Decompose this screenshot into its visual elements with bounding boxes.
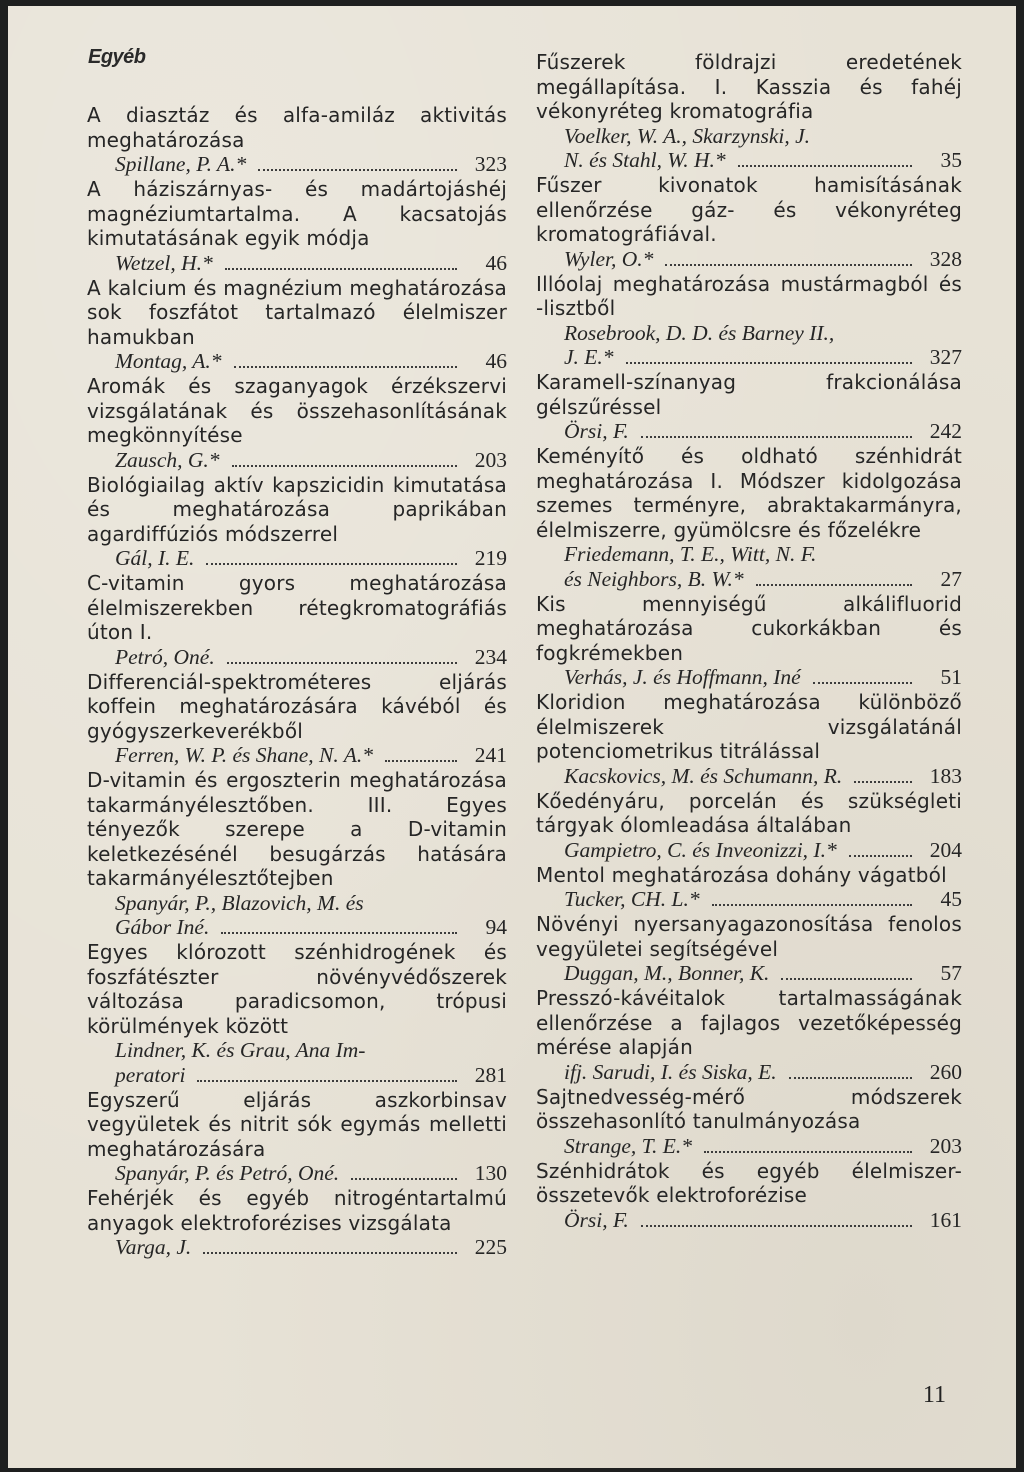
entry-page-number: 242 — [929, 419, 962, 443]
entry-authors: Gál, I. E. — [115, 546, 195, 570]
index-entry — [87, 940, 507, 1088]
entry-reference — [536, 764, 962, 789]
entry-title: Kőedényáru, porcelán és szükségleti tárgyak ólomleadása általában — [536, 788, 962, 837]
dot-leader — [232, 465, 457, 467]
section-title: Egyéb — [88, 46, 146, 68]
entry-authors: Gábor Iné. — [115, 915, 210, 939]
entry-page-number: 35 — [940, 148, 962, 172]
entry-page-number: 260 — [929, 1059, 962, 1084]
index-entry — [87, 177, 507, 276]
entry-title: Keményítő és oldható szénhidrát meghatározása I. Módszer kidolgozása szemes terményre, abraktakarmányra, élelmiszerre, gyümölcsre és főzelékre — [536, 444, 962, 542]
index-entry — [536, 50, 962, 173]
dot-leader — [781, 978, 912, 980]
entry-authors: Gampietro, C. és Inveonizzi, I.* — [564, 837, 837, 862]
entry-reference — [87, 645, 507, 670]
entry-title: A diasztáz és alfa-amiláz aktivitás meghatározása — [87, 103, 507, 152]
entry-authors: J. E.* — [564, 345, 614, 369]
entry-page-number: 328 — [929, 246, 962, 271]
entry-reference — [536, 961, 962, 986]
entry-authors: Zausch, G.* — [115, 447, 220, 472]
entry-reference — [87, 915, 507, 940]
entry-page-number: 281 — [474, 1062, 507, 1087]
index-entry — [536, 592, 962, 691]
entry-title: Biológiailag aktív kapszicidin kimutatása és meghatározása paprikában agardiffúziós módszerrel — [87, 472, 507, 546]
index-entry — [536, 986, 962, 1085]
index-entry — [536, 863, 962, 913]
entry-authors: N. és Stahl, W. H.* — [564, 148, 726, 172]
index-entry — [536, 272, 962, 371]
entry-authors: Ferren, W. P. és Shane, N. A.* — [115, 743, 373, 767]
entry-page-number: 161 — [929, 1207, 962, 1232]
right-column — [536, 50, 962, 1233]
entry-reference — [536, 1208, 962, 1233]
entry-authors: Verhás, J. és Hoffmann, Iné — [564, 665, 801, 689]
entry-authors: Kacskovics, M. és Schumann, R. — [564, 763, 843, 788]
document-page — [8, 6, 1016, 1468]
left-column — [87, 103, 507, 1260]
entry-title: Növényi nyersanyagazonosítása fenolos vegyületei segítségével — [536, 912, 962, 961]
entry-reference — [536, 419, 962, 444]
entry-page-number: 234 — [474, 644, 507, 669]
entry-page-number: 57 — [940, 961, 962, 985]
dot-leader — [712, 904, 912, 906]
entry-title: Fűszerek földrajzi eredetének megállapítása. I. Kasszia és fahéj vékonyréteg kromatográfia — [536, 50, 962, 123]
entry-title: Illóolaj meghatározása mustármagból és -lisztből — [536, 271, 962, 320]
entry-title: C-vitamin gyors meghatározása élelmiszerekben rétegkromatográfiás úton I. — [87, 571, 507, 644]
dot-leader — [385, 760, 457, 762]
index-entry — [87, 1088, 507, 1187]
entry-page-number: 51 — [940, 665, 962, 689]
entry-page-number: 203 — [929, 1133, 962, 1158]
entry-authors: Örsi, F. — [564, 1207, 629, 1232]
index-entry — [536, 1085, 962, 1159]
dot-leader — [626, 362, 912, 364]
index-entry — [536, 173, 962, 272]
entry-title: Fehérjék és egyéb nitrogéntartalmú anyagok elektroforézises vizsgálata — [87, 1186, 507, 1235]
entry-reference — [536, 1134, 962, 1159]
entry-title: Egyes klórozott szénhidrogének és foszfátészter növényvédőszerek változása paradicsomon, trópusi körülmények között — [87, 940, 507, 1038]
entry-authors-lead: Rosebrook, D. D. és Barney II., — [564, 320, 835, 345]
dot-leader — [197, 1080, 457, 1082]
entry-authors-lead: Spanyár, P., Blazovich, M. és — [115, 890, 364, 915]
entry-reference — [536, 887, 962, 912]
entry-reference — [87, 152, 507, 177]
entry-title: A háziszárnyas- és madártojáshéj magnéziumtartalma. A kacsatojás kimutatásának egyik módja — [87, 177, 507, 250]
entry-page-number: 219 — [474, 546, 507, 570]
dot-leader — [854, 781, 912, 783]
entry-title: Kloridion meghatározása különböző élelmiszerek vizsgálatánál potenciometrikus titrálással — [536, 690, 962, 763]
index-entry — [87, 768, 507, 940]
entry-page-number: 241 — [474, 743, 507, 767]
entry-reference — [536, 665, 962, 690]
entry-reference — [87, 743, 507, 768]
index-entry — [87, 276, 507, 375]
dot-leader — [849, 855, 912, 857]
entry-page-number: 183 — [929, 763, 962, 788]
index-entry — [536, 912, 962, 986]
index-entry — [536, 789, 962, 863]
entry-reference — [87, 349, 507, 374]
entry-authors: Spanyár, P. és Petró, Oné. — [115, 1161, 340, 1185]
index-entry — [87, 1186, 507, 1260]
entry-page-number: 45 — [940, 887, 962, 911]
entry-title: A kalcium és magnézium meghatározása sok foszfátot tartalmazó élelmiszer hamukban — [87, 275, 507, 349]
dot-leader — [225, 268, 457, 270]
entry-title: D-vitamin és ergoszterin meghatározása takarmányélesztőben. III. Egyes tényezők szerepe a D-vitamin keletkezésénél besugárzás hatására takarmányélesztőtejben — [87, 768, 507, 890]
dot-leader — [641, 436, 912, 438]
entry-authors: Tucker, CH. L.* — [564, 887, 700, 911]
dot-leader — [756, 584, 912, 586]
dot-leader — [813, 682, 912, 684]
entry-title: Szénhidrátok és egyéb élelmiszer-összetevők elektroforézise — [536, 1158, 962, 1207]
entry-title: Sajtnedvesség-mérő módszerek összehasonlító tanulmányozása — [536, 1084, 962, 1133]
entry-title: Karamell-színanyag frakcionálása gélszűréssel — [536, 370, 962, 419]
dot-leader — [738, 165, 912, 167]
entry-page-number: 323 — [474, 152, 507, 176]
entry-title: Aromák és szaganyagok érzékszervi vizsgálatának és összehasonlításának megkönnyítése — [87, 374, 507, 447]
entry-authors: peratori — [115, 1062, 186, 1087]
entry-authors: Petró, Oné. — [115, 644, 215, 669]
index-entry — [536, 1159, 962, 1233]
entry-reference — [536, 345, 962, 370]
entry-reference — [536, 838, 962, 863]
entry-authors-lead: Friedemann, T. E., Witt, N. F. — [564, 542, 817, 566]
dot-leader — [704, 1151, 912, 1153]
entry-title: Presszó-kávéitalok tartalmasságának ellenőrzése a fajlagos vezetőképesség mérése alapján — [536, 986, 962, 1059]
entry-authors: Örsi, F. — [564, 419, 629, 443]
entry-reference — [536, 247, 962, 272]
entry-page-number: 225 — [474, 1235, 507, 1259]
index-entry — [87, 374, 507, 473]
index-entry — [87, 473, 507, 572]
entry-title: Kis mennyiségű alkálifluorid meghatározása cukorkákban és fogkrémekben — [536, 591, 962, 665]
index-entry — [87, 103, 507, 177]
dot-leader — [221, 932, 457, 934]
entry-authors: Spillane, P. A.* — [115, 152, 247, 176]
entry-reference — [536, 148, 962, 173]
dot-leader — [641, 1225, 912, 1227]
entry-title: Fűszer kivonatok hamisításának ellenőrzése gáz- és vékonyréteg kromatográfiával. — [536, 173, 962, 246]
entry-authors-lead: Voelker, W. A., Skarzynski, J. — [564, 123, 811, 148]
entry-title: Mentol meghatározása dohány vágatból — [536, 862, 947, 887]
index-entry — [87, 571, 507, 670]
entry-title: Egyszerű eljárás aszkorbinsav vegyületek és nitrit sók egymás melletti meghatározására — [87, 1087, 507, 1161]
entry-reference — [87, 1235, 507, 1260]
dot-leader — [789, 1077, 912, 1079]
entry-page-number: 46 — [485, 250, 507, 275]
entry-authors: Strange, T. E.* — [564, 1133, 693, 1158]
entry-page-number: 46 — [485, 349, 507, 373]
entry-authors: és Neighbors, B. W.* — [564, 566, 744, 591]
entry-authors: Wyler, O.* — [564, 246, 654, 271]
entry-authors: Varga, J. — [115, 1235, 192, 1259]
entry-authors: Wetzel, H.* — [115, 250, 213, 275]
page-number: 11 — [922, 1382, 946, 1408]
entry-page-number: 130 — [474, 1161, 507, 1185]
index-entry — [536, 370, 962, 444]
index-entry — [87, 670, 507, 769]
entry-reference — [87, 1063, 507, 1088]
dot-leader — [206, 563, 457, 565]
entry-reference — [536, 1060, 962, 1085]
dot-leader — [227, 662, 457, 664]
entry-authors: Montag, A.* — [115, 349, 222, 373]
index-entry — [536, 690, 962, 789]
entry-reference — [536, 567, 962, 592]
dot-leader — [203, 1252, 457, 1254]
dot-leader — [665, 264, 912, 266]
entry-page-number: 203 — [474, 447, 507, 472]
entry-authors: Duggan, M., Bonner, K. — [564, 961, 770, 985]
entry-page-number: 327 — [929, 345, 962, 369]
index-entry — [536, 444, 962, 592]
dot-leader — [351, 1178, 457, 1180]
dot-leader — [234, 366, 457, 368]
entry-reference — [87, 1161, 507, 1186]
entry-authors: ifj. Sarudi, I. és Siska, E. — [564, 1059, 777, 1084]
entry-page-number: 204 — [929, 837, 962, 862]
entry-reference — [87, 251, 507, 276]
dot-leader — [258, 169, 457, 171]
entry-reference — [87, 546, 507, 571]
entry-authors-lead: Lindner, K. és Grau, Ana Im- — [115, 1038, 366, 1062]
entry-page-number: 27 — [940, 566, 962, 591]
entry-title: Differenciál-spektrométeres eljárás koffein meghatározására kávéból és gyógyszerkeverékből — [87, 669, 507, 743]
entry-reference — [87, 448, 507, 473]
entry-page-number: 94 — [485, 915, 507, 939]
